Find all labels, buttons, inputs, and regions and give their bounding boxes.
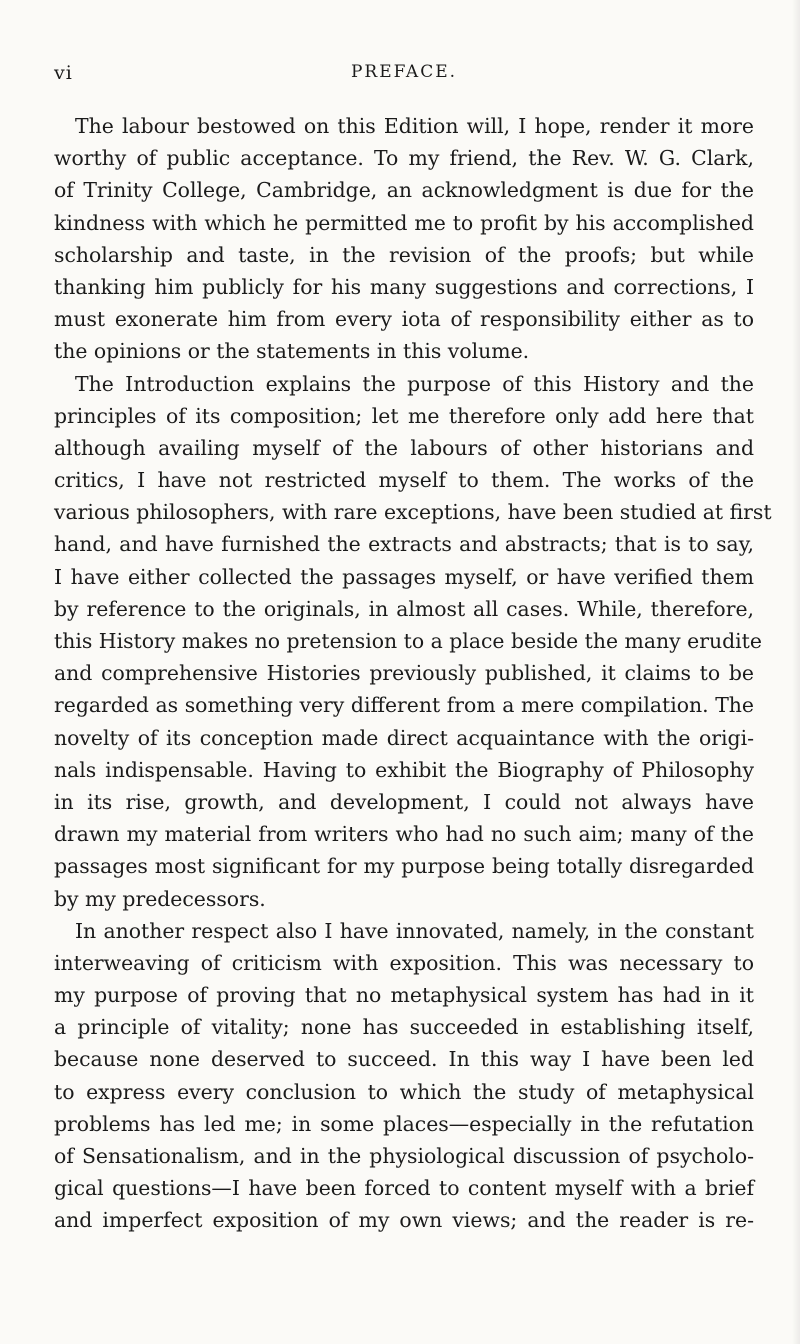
text-line: principles of its composition; let me therefore only add here that <box>54 403 754 428</box>
text-line: although availing myself of the labours of other historians and <box>54 435 754 460</box>
text-line: by my predecessors. <box>54 886 266 911</box>
text-line: scholarship and taste, in the revision of the proofs; but while <box>54 242 754 267</box>
text-line: various philosophers, with rare exceptions, have been studied at first <box>54 500 772 525</box>
text-line: a principle of vitality; none has succeeded in establishing itself, <box>54 1015 754 1040</box>
text-line: The Introduction explains the purpose of this History and the <box>75 371 754 396</box>
text-line: critics, I have not restricted myself to them. The works of the <box>54 468 754 493</box>
text-line: and comprehensive Histories previously published, it claims to be <box>54 661 754 686</box>
text-line: worthy of public acceptance. To my friend, the Rev. W. G. Clark, <box>54 146 754 171</box>
text-line: The labour bestowed on this Edition will, I hope, render it more <box>75 114 754 138</box>
text-line: of Trinity College, Cambridge, an acknowledgment is due for the <box>54 178 754 203</box>
page-header <box>54 62 754 92</box>
text-line: by reference to the originals, in almost all cases. While, therefore, <box>54 596 754 621</box>
text-line: to express every conclusion to which the study of metaphysical <box>54 1079 754 1104</box>
page-edge-shadow <box>792 0 800 1344</box>
text-line: because none deserved to succeed. In this way I have been led <box>54 1047 754 1072</box>
text-line: in its rise, growth, and development, I could not always have <box>54 789 754 814</box>
body-text <box>54 110 772 1237</box>
text-line: kindness with which he permitted me to profit by his accomplished <box>54 210 754 235</box>
text-line: of Sensationalism, and in the physiological discussion of psycholo- <box>54 1144 754 1168</box>
text-line: hand, and have furnished the extracts and abstracts; that is to say, <box>54 532 754 557</box>
text-line: problems has led me; in some places—especially in the refutation <box>54 1111 754 1136</box>
page-number: vi <box>54 62 73 84</box>
running-head: PREFACE. <box>350 62 458 82</box>
text-line: passages most significant for my purpose being totally disregarded <box>54 854 754 879</box>
text-line: novelty of its conception made direct acquaintance with the origi- <box>54 725 754 750</box>
text-line: In another respect also I have innovated, namely, in the constant <box>75 918 754 943</box>
text-line: I have either collected the passages myself, or have verified them <box>54 564 754 589</box>
text-line: drawn my material from writers who had no such aim; many of the <box>54 822 754 847</box>
text-line: this History makes no pretension to a place beside the many erudite <box>54 629 762 653</box>
text-line: must exonerate him from every iota of responsibility either as to <box>54 307 754 332</box>
text-line: thanking him publicly for his many suggestions and corrections, I <box>54 274 754 299</box>
text-line: and imperfect exposition of my own views; and the reader is re- <box>54 1208 754 1233</box>
text-line: the opinions or the statements in this volume. <box>54 339 530 364</box>
text-line: my purpose of proving that no metaphysical system has had in it <box>54 983 754 1008</box>
text-line: regarded as something very different from a mere compilation. The <box>54 693 754 718</box>
text-line: gical questions—I have been forced to content myself with a brief <box>54 1176 754 1201</box>
text-line: nals indispensable. Having to exhibit the Biography of Philosophy <box>54 757 754 782</box>
text-line: interweaving of criticism with exposition. This was necessary to <box>54 950 754 975</box>
